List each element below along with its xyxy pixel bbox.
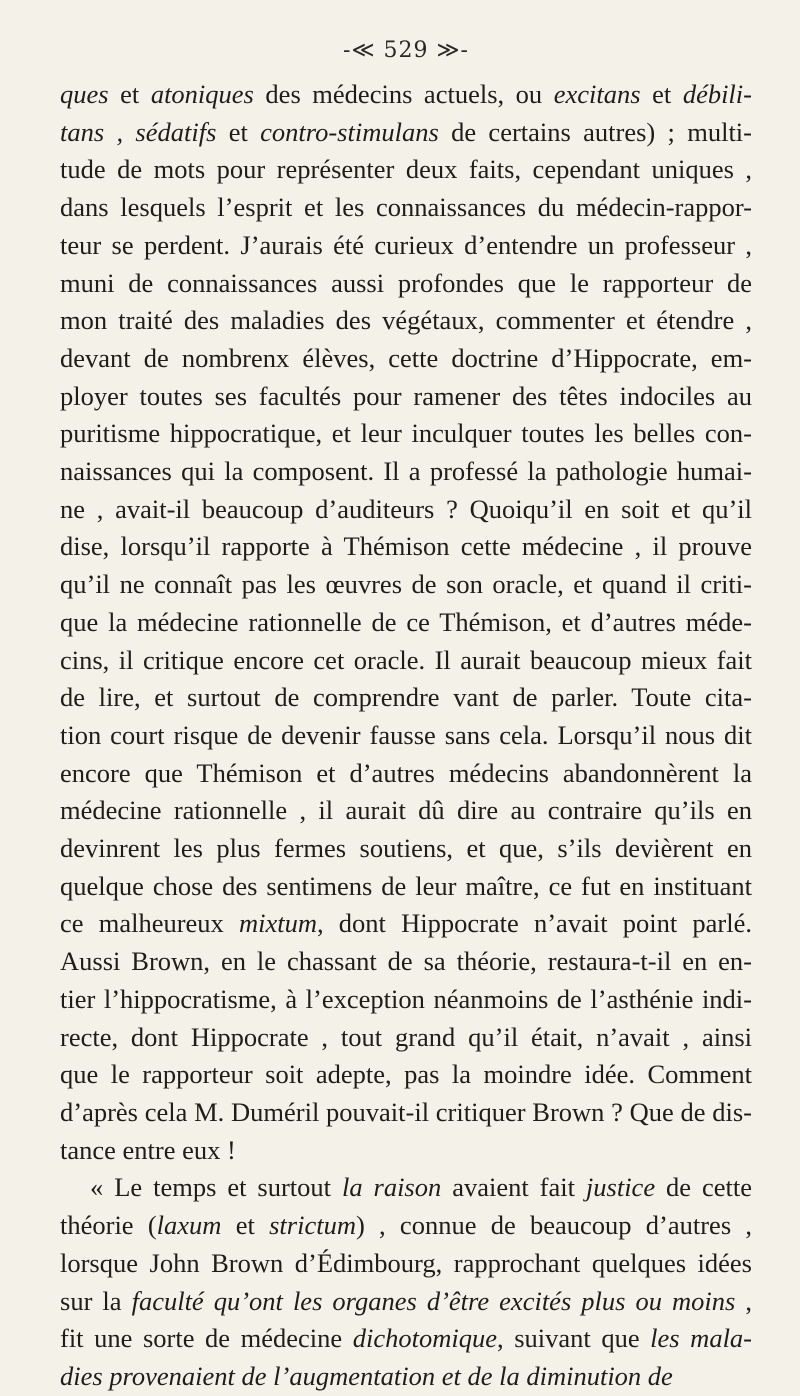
- text-line: [60, 1094, 752, 1132]
- text-segment: de certains autres) ; multi-: [438, 116, 752, 147]
- italic-segment: justice: [585, 1172, 656, 1203]
- text-segment: et: [216, 116, 261, 147]
- text-line: [60, 189, 752, 227]
- text-segment: recte, dont Hippocrate , tout grand qu’il était, n’avait , ainsi: [60, 1021, 752, 1052]
- italic-segment: ques: [60, 79, 109, 109]
- text-segment: mon traité des maladies des végétaux, commenter et étendre ,: [60, 305, 752, 336]
- text-segment: ployer toutes ses facultés pour ramener des têtes indociles au: [60, 380, 752, 411]
- text-segment: naissances qui la composent. Il a professé la pathologie humai-: [60, 456, 752, 487]
- text-segment: muni de connaissances aussi profondes que le rapporteur de: [60, 267, 752, 298]
- text-segment: et: [221, 1210, 270, 1241]
- text-line: [60, 1019, 752, 1057]
- text-line: [60, 830, 752, 868]
- text-line: [60, 302, 752, 340]
- text-segment: et: [108, 79, 151, 109]
- text-segment: qu’il ne connaît pas les œuvres de son oracle, et quand il criti-: [60, 569, 752, 600]
- text-segment: « Le temps et surtout: [90, 1172, 342, 1203]
- italic-segment: atoniques: [150, 79, 254, 109]
- text-segment: teur se perdent. J’aurais été curieux d’entendre un professeur ,: [60, 229, 752, 260]
- text-line: [60, 76, 752, 114]
- text-line: [60, 792, 752, 830]
- text-segment: ne , avait-il beaucoup d’auditeurs ? Quoiqu’il en soit et qu’il: [60, 493, 752, 524]
- text-segment: que le rapporteur soit adepte, pas la moindre idée. Comment: [60, 1059, 752, 1090]
- text-line: [60, 340, 752, 378]
- text-segment: fit une sorte de médecine: [60, 1323, 353, 1354]
- italic-segment: faculté qu’ont les organes d’être excités plus ou moins: [131, 1285, 736, 1316]
- text-line: [60, 755, 752, 793]
- text-line: [60, 378, 752, 416]
- italic-segment: sédatifs: [135, 116, 217, 147]
- text-segment: tance entre eux !: [60, 1134, 236, 1165]
- text-segment: encore que Thémison et d’autres médecins abandonnèrent la: [60, 757, 752, 788]
- text-line: [60, 1207, 752, 1245]
- text-segment: [123, 117, 135, 147]
- text-line: [60, 415, 752, 453]
- text-line: [60, 1245, 752, 1283]
- text-line: [60, 905, 752, 943]
- text-segment: d’après cela M. Duméril pouvait-il critiquer Brown ? Que de dis-: [60, 1096, 752, 1127]
- text-segment: , dont Hippocrate n’avait point parlé.: [316, 908, 752, 939]
- text-segment: tier l’hippocratisme, à l’exception néanmoins de l’asthénie indi-: [60, 983, 752, 1014]
- text-line: [60, 868, 752, 906]
- text-segment: tude de mots pour représenter deux faits, cependant uniques ,: [60, 154, 752, 185]
- text-segment: puritisme hippocratique, et leur inculquer toutes les belles con-: [60, 418, 752, 449]
- text-line: [60, 1056, 752, 1094]
- text-line: [60, 679, 752, 717]
- text-line: [60, 528, 752, 566]
- text-segment: avaient fait: [441, 1172, 586, 1203]
- text-segment: de lire, et surtout de comprendre vant de parler. Toute cita-: [60, 682, 752, 713]
- text-segment: théorie (: [60, 1210, 157, 1241]
- italic-segment: contro-stimulans: [260, 116, 439, 147]
- italic-segment: excitans: [553, 79, 641, 109]
- text-line: [60, 981, 752, 1019]
- text-line: [60, 943, 752, 981]
- text-segment: Aussi Brown, en le chassant de sa théorie, restaura-t-il en en-: [60, 946, 752, 977]
- text-line: [60, 114, 752, 152]
- text-segment: médecine rationnelle , il aurait dû dire au contraire qu’ils en: [60, 795, 752, 826]
- text-line: [60, 566, 752, 604]
- text-segment: devant de nombrenx élèves, cette doctrine d’Hippocrate, em-: [60, 342, 752, 373]
- text-segment: dans lesquels l’esprit et les connaissances du médecin-rappor-: [60, 192, 752, 223]
- text-line: [60, 1358, 752, 1396]
- text-segment: ce malheureux: [60, 908, 239, 939]
- text-segment: , suivant que: [497, 1323, 651, 1354]
- text-segment: que la médecine rationnelle de ce Thémison, et d’autres méde-: [60, 606, 752, 637]
- text-segment: des médecins actuels, ou: [253, 79, 554, 109]
- text-segment: ,: [735, 1285, 752, 1316]
- text-segment: devinrent les plus fermes soutiens, et que, s’ils devièrent en: [60, 833, 752, 864]
- text-segment: lorsque John Brown d’Édimbourg, rapprochant quelques idées: [60, 1247, 752, 1278]
- text-line: [60, 604, 752, 642]
- text-line: [60, 1320, 752, 1358]
- text-line: [60, 1132, 752, 1170]
- text-line: [60, 227, 752, 265]
- text-segment: ) , connue de beaucoup d’autres ,: [355, 1210, 753, 1241]
- italic-segment: les mala-: [650, 1323, 753, 1354]
- text-line: [60, 151, 752, 189]
- italic-segment: mixtum: [238, 908, 317, 939]
- text-line: [60, 453, 752, 491]
- body-text: [60, 76, 752, 1396]
- text-line: [60, 1283, 752, 1321]
- text-segment: quelque chose des sentimens de leur maître, ce fut en instituant: [60, 870, 752, 901]
- text-line: [60, 717, 752, 755]
- text-line: [60, 265, 752, 303]
- text-segment: dise, lorsqu’il rapporte à Thémison cette médecine , il prouve: [60, 531, 752, 562]
- text-line: [60, 1169, 752, 1207]
- text-segment: cins, il critique encore cet oracle. Il aurait beaucoup mieux fait: [60, 644, 752, 675]
- italic-segment: dies provenaient de l’augmentation et de la diminution de: [60, 1360, 673, 1391]
- italic-segment: strictum: [269, 1210, 356, 1241]
- text-line: [60, 642, 752, 680]
- text-segment: de cette: [655, 1172, 752, 1203]
- italic-segment: la raison: [341, 1172, 442, 1203]
- text-line: [60, 491, 752, 529]
- italic-segment: tans ,: [60, 116, 124, 147]
- page-number: -≪ 529 ≫-: [343, 38, 469, 63]
- italic-segment: débili-: [682, 79, 752, 109]
- text-segment: et: [640, 79, 683, 109]
- text-segment: tion court risque de devenir fausse sans cela. Lorsqu’il nous dit: [60, 719, 752, 750]
- text-segment: sur la: [60, 1285, 132, 1316]
- italic-segment: laxum: [156, 1210, 222, 1241]
- italic-segment: dichotomique: [352, 1323, 497, 1354]
